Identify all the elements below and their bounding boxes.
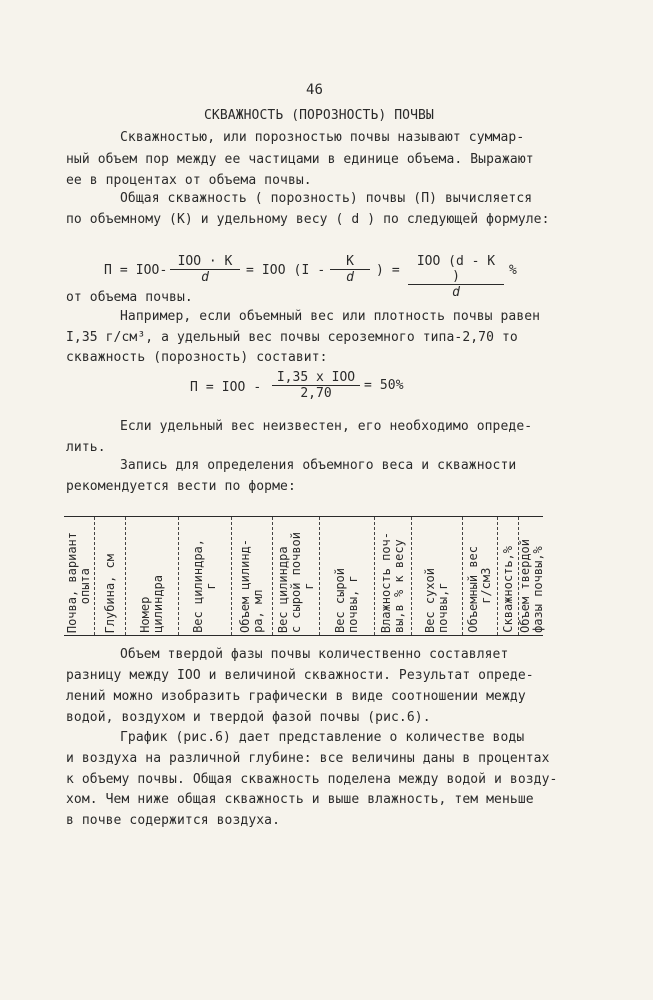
fraction-numerator: IOO · К: [170, 254, 240, 270]
table-header-cell: Глубина, см: [102, 553, 117, 633]
paragraph-line: лений можно изобразить графически в виде соотношении между: [66, 689, 526, 704]
fraction-denominator: d: [201, 270, 209, 285]
fraction-denominator: d: [346, 270, 354, 285]
table-header-row: [64, 517, 543, 636]
paragraph-line: в почве содержится воздуха.: [66, 813, 281, 828]
paragraph-line: ный объем пор между ее частицами в единице объема. Выражают: [66, 152, 534, 167]
record-form-table: [64, 516, 543, 636]
formula-1-fraction-3: [408, 254, 504, 300]
paragraph-line: График (рис.6) дает представление о количестве воды: [120, 730, 525, 745]
page-number: 46: [306, 82, 324, 98]
paragraph-line: к объему почвы. Общая скважность поделена между водой и возду-: [66, 772, 558, 787]
table-header-cell: Номер цилиндра: [138, 575, 165, 633]
paragraph-line: Например, если объемный вес или плотность почвы равен: [120, 309, 541, 324]
formula-1-fraction-1: [170, 254, 240, 285]
paragraph-line: рекомендуется вести по форме:: [66, 479, 296, 494]
page-title: СКВАЖНОСТЬ (ПОРОЗНОСТЬ) ПОЧВЫ: [204, 108, 434, 123]
formula-1-unit: %: [509, 263, 517, 278]
paragraph-line: хом. Чем ниже общая скважность и выше влажность, тем меньше: [66, 792, 534, 807]
fraction-numerator: IOO (d - К ): [408, 254, 504, 285]
table-header-cell: Вес цилиндра с сырой почвой г: [275, 531, 316, 633]
paragraph-line: по объемному (К) и удельному весу ( d ) по следующей формуле:: [66, 212, 550, 227]
table-header-cell: Объем твердой фазы почвы,%: [518, 539, 545, 633]
paragraph-line: разницу между IOO и величиной скважности. Результат опреде-: [66, 668, 534, 683]
paragraph-line: и воздуха на различной глубине: все величины даны в процентах: [66, 751, 550, 766]
paragraph-line: от объема почвы.: [66, 290, 193, 305]
table-header-cell: Объем цилинд- ра, мл: [238, 539, 265, 633]
paragraph-line: Общая скважность ( порозность) почвы (П) вычисляется: [120, 191, 533, 206]
table-header-cell: Влажность поч- вы,в % к весу: [379, 531, 406, 633]
fraction-numerator: I,35 x IOO: [272, 370, 360, 386]
paragraph-line: ее в процентах от объема почвы.: [66, 173, 312, 188]
fraction-denominator: 2,70: [300, 386, 332, 401]
paragraph-line: водой, воздухом и твердой фазой почвы (рис.6).: [66, 710, 431, 725]
paragraph-line: Скважностью, или порозностью почвы называют суммар-: [120, 130, 525, 145]
table-header-cell: Почва, вариант опыта: [65, 531, 92, 633]
formula-2-lhs: П = IOO -: [190, 380, 262, 395]
formula-1-mid-2: ) =: [376, 263, 400, 278]
paragraph-line: Запись для определения объемного веса и скважности: [120, 458, 517, 473]
formula-1-lhs: П = IOO-: [104, 263, 168, 278]
paragraph-line: скважность (порозность) составит:: [66, 350, 328, 365]
formula-2-rhs: = 50%: [364, 378, 404, 393]
paragraph-line: Если удельный вес неизвестен, его необходимо опреде-: [120, 419, 533, 434]
formula-1-fraction-2: [330, 254, 370, 285]
table-header-cell: Объемный вес г/см3: [466, 546, 493, 633]
paragraph-line: лить.: [66, 440, 106, 455]
table-header-cell: Вес сухой почвы,г: [423, 567, 450, 633]
fraction-denominator: d: [452, 285, 460, 300]
table-header-cell: Скважность,%: [500, 546, 515, 633]
paragraph-line: Объем твердой фазы почвы количественно составляет: [120, 647, 509, 662]
table-header-cell: Вес сырой почвы, г: [333, 567, 360, 633]
formula-2-fraction: [272, 370, 360, 401]
table-header-cell: Вес цилиндра, г: [191, 539, 218, 633]
paragraph-line: I,35 г/см³, а удельный вес почвы сероземного типа-2,70 то: [66, 330, 518, 345]
formula-1-mid-1: = IOO (I -: [246, 263, 326, 278]
fraction-numerator: К: [330, 254, 370, 270]
